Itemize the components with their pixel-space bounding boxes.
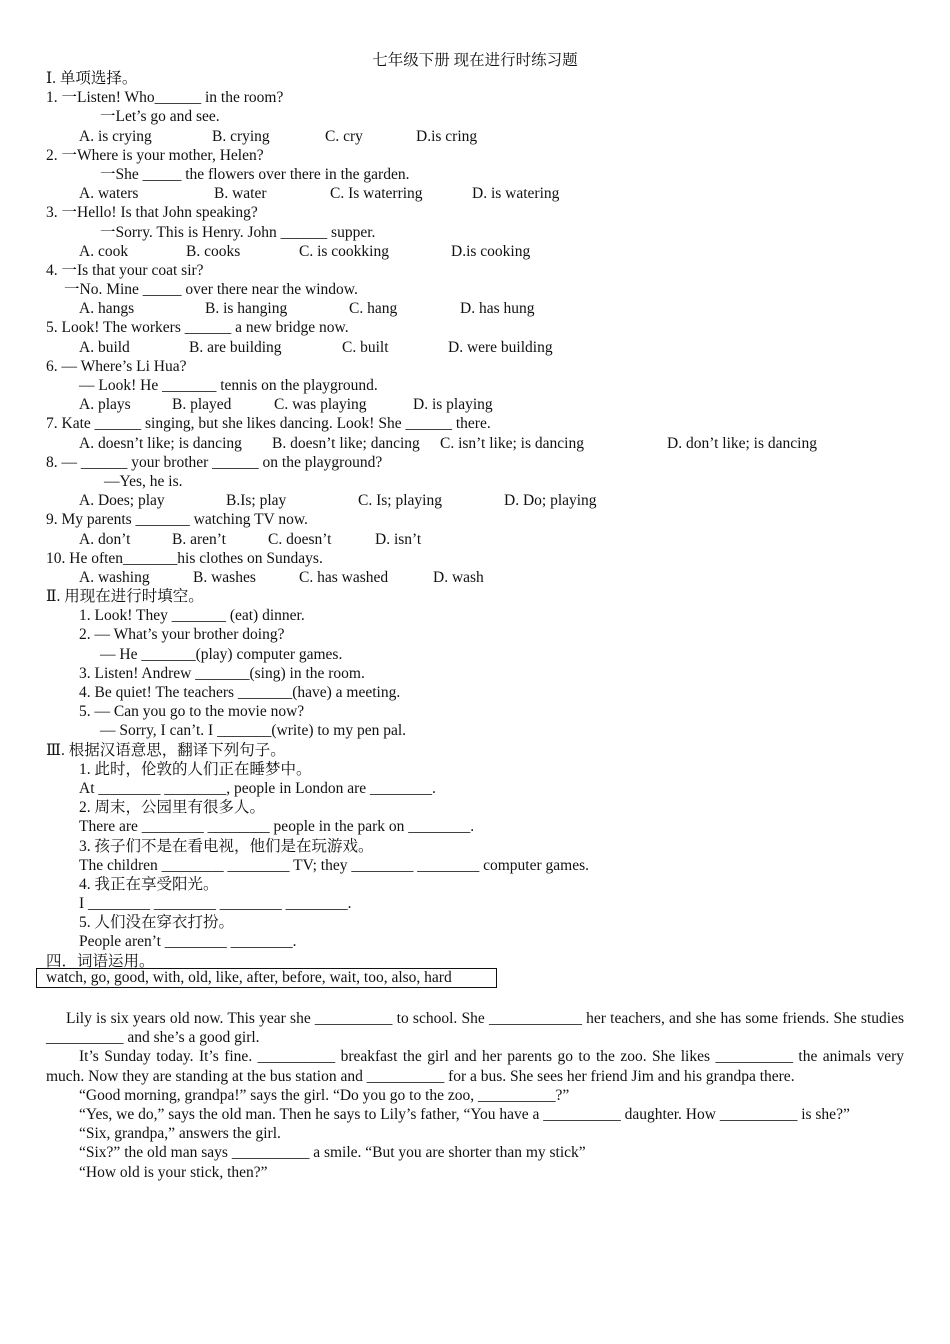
section-3-line: 1. 此时，伦敦的人们正在睡梦中。 (79, 760, 312, 778)
section-2-line: — He _______(play) computer games. (100, 645, 343, 663)
q1-option-c: C. cry (325, 127, 363, 145)
section-3-line: There are ________ ________ people in the park on ________. (79, 818, 475, 836)
q4-option-d: D. has hung (460, 300, 535, 318)
section-3-line: 4. 我正在享受阳光。 (79, 875, 219, 893)
q7-option-a: A. doesn’t like; is dancing (79, 434, 242, 452)
q10-option-c: C. has washed (299, 568, 389, 586)
q1-option-b: B. crying (212, 127, 270, 145)
q7-stem: 7. Kate ______ singing, but she likes dancing. Look! She ______ there. (46, 415, 491, 433)
q7-options (46, 434, 904, 453)
q8-options (46, 491, 904, 510)
q7-option-c: C. isn’t like; is dancing (440, 434, 584, 452)
q6-option-d: D. is playing (413, 396, 493, 414)
q6-option-b: B. played (172, 396, 232, 414)
passage-paragraph: “Good morning, grandpa!” says the girl. “Do you go to the zoo, __________?” (79, 1086, 570, 1104)
section-3-line: 2. 周末，公园里有很多人。 (79, 799, 266, 817)
passage-paragraph: It’s Sunday today. It’s fine. __________ breakfast the girl and her parents go to the zoo. She likes __________ the animals very much. Now they are standing at the bus station and __________ for a bus. She sees her friend Jim and his grandpa there. (46, 1048, 904, 1085)
passage-paragraph: “Six, grandpa,” answers the girl. (79, 1125, 281, 1143)
q3-option-b: B. cooks (186, 242, 241, 260)
section-3-line: 5. 人们没在穿衣打扮。 (79, 914, 235, 932)
q9-option-d: D. isn’t (375, 530, 422, 548)
q8-option-c: C. Is; playing (358, 492, 442, 510)
section-2-line: 3. Listen! Andrew _______(sing) in the room. (79, 664, 365, 682)
q10-stem: 10. He often_______his clothes on Sundays. (46, 549, 323, 567)
q9-option-b: B. aren’t (172, 530, 226, 548)
q9-option-c: C. doesn’t (268, 530, 332, 548)
q1-stem: 1. 一Listen! Who______ in the room? (46, 89, 284, 107)
q3-option-d: D.is cooking (451, 242, 531, 260)
q1-option-d: D.is cring (416, 127, 478, 145)
q8-stem: 8. — ______ your brother ______ on the playground? (46, 453, 383, 471)
q8-option-d: D. Do; playing (504, 492, 597, 510)
q10-option-a: A. washing (79, 568, 150, 586)
page-title: 七年级下册 现在进行时练习题 (372, 52, 578, 69)
passage-paragraph: “Yes, we do,” says the old man. Then he says to Lily’s father, “You have a __________ daughter. How __________ is she?” (79, 1106, 850, 1124)
section-2-line: — Sorry, I can’t. I _______(write) to my pen pal. (100, 722, 407, 740)
q4-options (46, 299, 904, 318)
q2-option-d: D. is watering (472, 185, 560, 203)
q6-reply: — Look! He _______ tennis on the playground. (79, 377, 378, 394)
q10-option-b: B. washes (193, 568, 256, 586)
q8-option-a: A. Does; play (79, 492, 165, 510)
q5-option-a: A. build (79, 338, 130, 356)
q4-option-a: A. hangs (79, 300, 135, 318)
q9-option-a: A. don’t (79, 530, 131, 548)
section-4-header: 四．词语运用。 (46, 952, 155, 970)
q10-option-d: D. wash (433, 568, 484, 586)
section-2-line: 1. Look! They _______ (eat) dinner. (79, 607, 305, 625)
q3-options (46, 242, 904, 261)
cloze-passage (46, 1009, 904, 1182)
section-3-line: At ________ ________, people in London are ________. (79, 779, 436, 797)
q10-options (46, 568, 904, 587)
q2-option-c: C. Is waterring (330, 185, 423, 203)
q2-option-a: A. waters (79, 185, 139, 203)
q5-option-c: C. built (342, 338, 389, 356)
section-1-header: Ⅰ. 单项选择。 (46, 70, 138, 87)
q2-reply: 一She _____ the flowers over there in the garden. (100, 165, 410, 183)
q6-option-c: C. was playing (274, 396, 367, 414)
section-2-line: 5. — Can you go to the movie now? (79, 703, 305, 721)
q5-stem: 5. Look! The workers ______ a new bridge now. (46, 319, 349, 337)
q2-options (46, 184, 904, 203)
section-2-header: Ⅱ. 用现在进行时填空。 (46, 588, 204, 606)
q2-stem: 2. 一Where is your mother, Helen? (46, 146, 264, 164)
q3-option-c: C. is cookking (299, 242, 389, 260)
q9-stem: 9. My parents _______ watching TV now. (46, 511, 308, 529)
q4-reply: 一No. Mine _____ over there near the window. (64, 281, 358, 299)
q6-option-a: A. plays (79, 396, 131, 414)
section-3-line: The children ________ ________ TV; they ________ ________ computer games. (79, 856, 589, 874)
passage-paragraph: “Six?” the old man says __________ a smile. “But you are shorter than my stick” (79, 1144, 586, 1162)
q4-option-c: C. hang (349, 300, 398, 318)
passage-paragraph: Lily is six years old now. This year she __________ to school. She ____________ her teachers, and she has some friends. She studies __________ and she’s a good girl. (46, 1010, 904, 1047)
q7-option-b: B. doesn’t like; dancing (272, 434, 420, 452)
q8-reply: —Yes, he is. (104, 472, 183, 490)
q6-options (46, 395, 904, 414)
q7-option-d: D. don’t like; is dancing (667, 434, 817, 452)
section-3-header: Ⅲ. 根据汉语意思，翻译下列句子。 (46, 741, 286, 759)
section-3-line: I ________ ________ ________ ________. (79, 895, 352, 913)
section-3-line: 3. 孩子们不是在看电视，他们是在玩游戏。 (79, 837, 374, 855)
section-2-line: 4. Be quiet! The teachers _______(have) a meeting. (79, 684, 401, 701)
section-3-line: People aren’t ________ ________. (79, 933, 297, 951)
q1-option-a: A. is crying (79, 127, 152, 145)
section-2-line: 2. — What’s your brother doing? (79, 626, 285, 644)
q8-option-b: B.Is; play (226, 492, 287, 510)
q3-reply: 一Sorry. This is Henry. John ______ supper. (100, 223, 376, 241)
q2-option-b: B. water (214, 185, 267, 203)
exercise-body (46, 69, 904, 971)
q9-options (46, 530, 904, 549)
word-bank-box: watch, go, good, with, old, like, after, before, wait, too, also, hard (36, 968, 497, 988)
q5-option-b: B. are building (189, 338, 282, 356)
q4-option-b: B. is hanging (205, 300, 288, 318)
passage-paragraph: “How old is your stick, then?” (79, 1163, 268, 1181)
q6-stem: 6. — Where’s Li Hua? (46, 357, 187, 375)
q5-options (46, 338, 904, 357)
q1-reply: 一Let’s go and see. (100, 108, 220, 126)
q3-stem: 3. 一Hello! Is that John speaking? (46, 204, 258, 222)
q1-options (46, 127, 904, 146)
q3-option-a: A. cook (79, 242, 129, 260)
q5-option-d: D. were building (448, 338, 553, 356)
q4-stem: 4. 一Is that your coat sir? (46, 261, 204, 279)
